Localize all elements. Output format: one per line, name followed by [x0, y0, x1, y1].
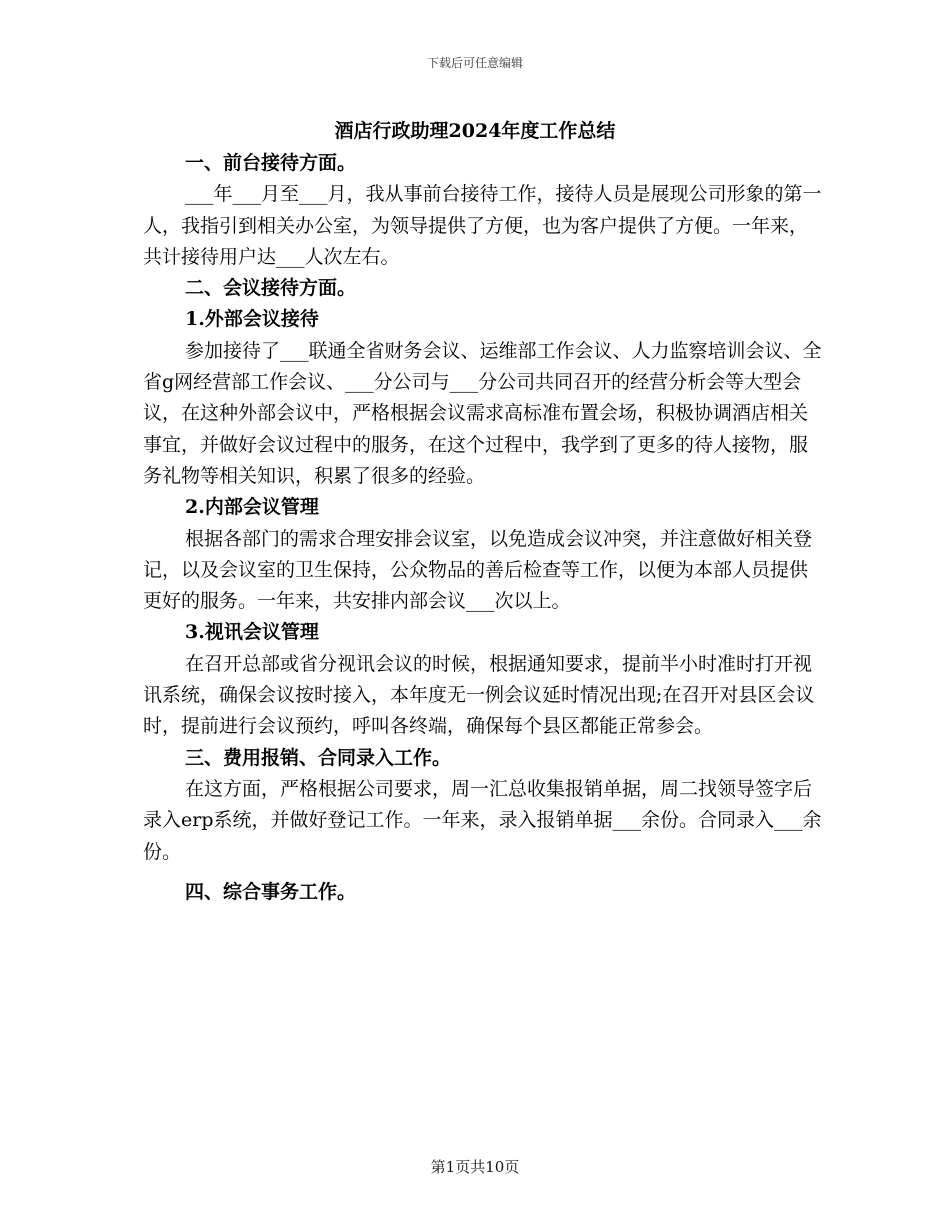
document-title: 酒店行政助理2024年度工作总结 — [334, 120, 616, 142]
header-note: 下载后可任意编辑 — [426, 56, 523, 70]
document-body — [143, 148, 823, 908]
paragraph-3: 根据各部门的需求合理安排会议室，以免造成会议冲突，并注意做好相关登记，以及会议室的卫生保持，公众物品的善后检查等工作，以便为本部人员提供更好的服务。一年来，共安排内部会议___次以上。 — [143, 527, 813, 613]
subheading-external-meetings: 1.外部会议接待 — [185, 308, 319, 331]
section-heading-1: 一、前台接待方面。 — [185, 152, 357, 174]
paragraph-4: 在召开总部或省分视讯会议的时候，根据通知要求，提前半小时准时打开视讯系统，确保会议按时接入，本年度无一例会议延时情况出现;在召开对县区会议时，提前进行会议预约，呼叫各终端，确保每个县区都能正常参会。 — [143, 652, 815, 738]
section-heading-3: 三、费用报销、合同录入工作。 — [185, 746, 452, 769]
subheading-video-meetings: 3.视讯会议管理 — [185, 621, 319, 644]
paragraph-5: 在这方面，严格根据公司要求，周一汇总收集报销单据，周二找领导签字后录入erp系统，并做好登记工作。一年来，录入报销单据___余份。合同录入___余份。 — [143, 777, 822, 863]
section-heading-2: 二、会议接待方面。 — [185, 277, 357, 300]
subheading-internal-meetings: 2.内部会议管理 — [185, 496, 319, 519]
paragraph-2: 参加接待了___联通全省财务会议、运维部工作会议、人力监察培训会议、全省g网经营部工作会议、___分公司与___分公司共同召开的经营分析会等大型会议，在这种外部会议中，严格根据会议需求高标准布置会场，积极协调酒店相关事宜，并做好会议过程中的服务，在这个过程中，我学到了更多的待人接物，服务礼物等相关知识，积累了很多的经验。 — [143, 339, 822, 487]
section-heading-4: 四、综合事务工作。 — [185, 880, 357, 903]
page-number: 第1页共10页 — [430, 1158, 520, 1176]
paragraph-1: ___年___月至___月，我从事前台接待工作，接待人员是展现公司形象的第一人，我指引到相关办公室，为领导提供了方便，也为客户提供了方便。一年来，共计接待用户达___人次左右。 — [143, 183, 822, 268]
